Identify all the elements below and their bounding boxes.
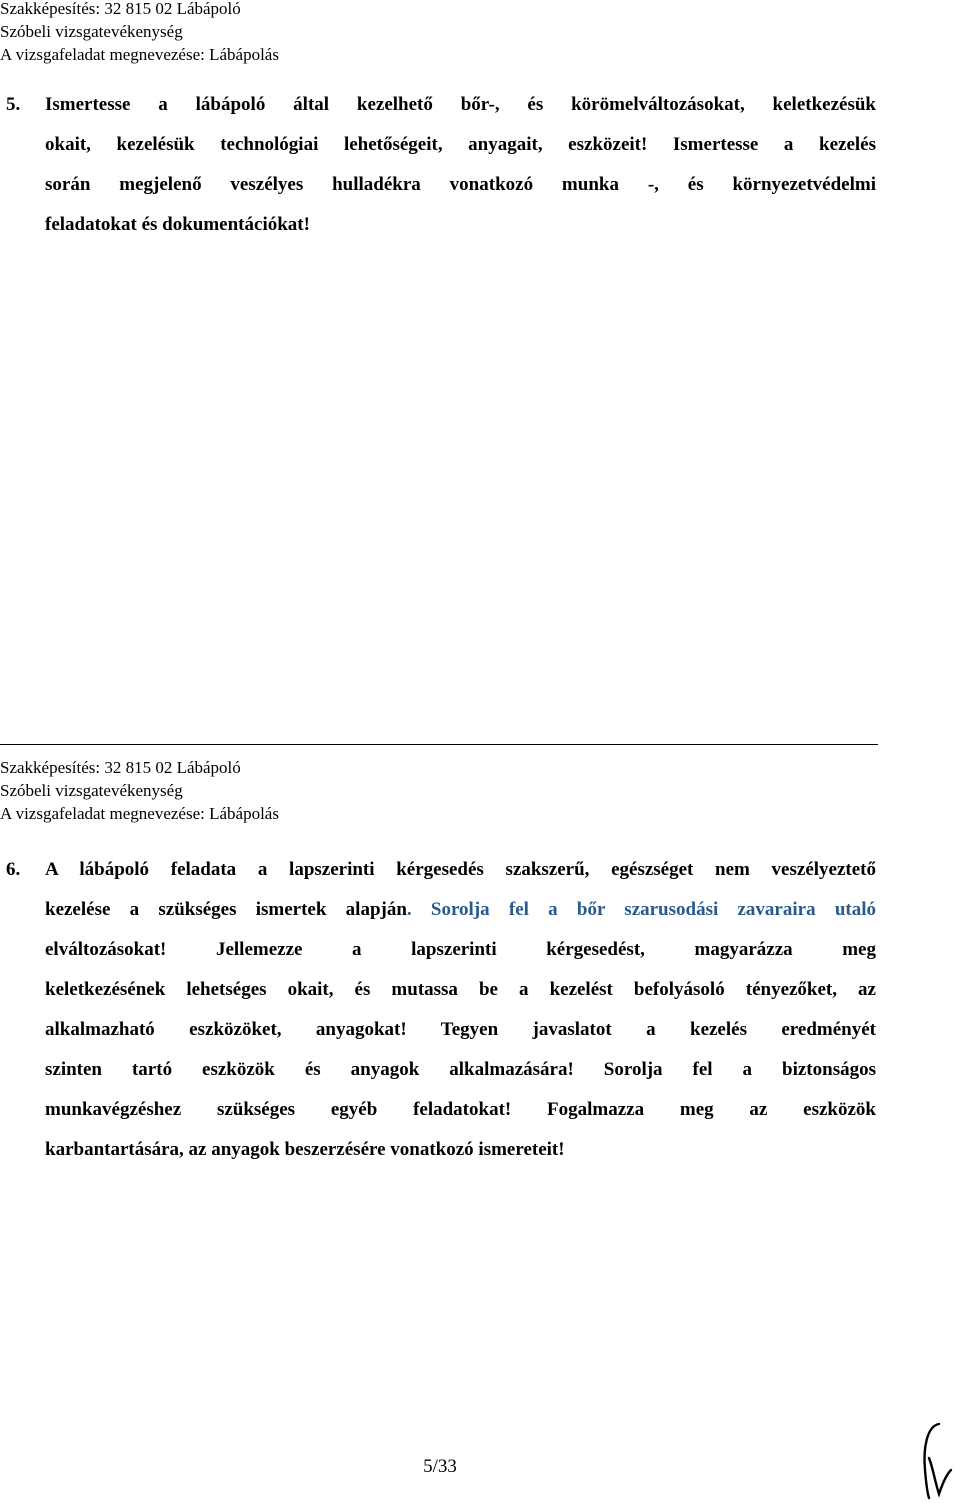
question-line: elváltozásokat! Jellemezze a lapszerinti kérgesedést, magyarázza meg — [45, 939, 876, 960]
header-task-name: A vizsgafeladat megnevezése: Lábápolás — [0, 804, 279, 823]
section-divider — [0, 744, 878, 745]
header-task-name: A vizsgafeladat megnevezése: Lábápolás — [0, 45, 279, 64]
question-5 — [6, 85, 876, 245]
signature-mark — [917, 1418, 957, 1500]
highlighted-sentence: Sorolja fel a bőr szarusodási zavaraira utaló — [411, 899, 876, 920]
question-number: 5. — [6, 94, 21, 115]
question-line: szinten tartó eszközök és anyagok alkalmazására! Sorolja fel a biztonságos — [45, 1059, 876, 1080]
header-activity: Szóbeli vizsgatevékenység — [0, 22, 183, 41]
question-line: karbantartására, az anyagok beszerzésére vonatkozó ismereteit! — [45, 1139, 565, 1160]
question-line: A lábápoló feladata a lapszerinti kérgesedés szakszerű, egészséget nem veszélyeztető — [45, 859, 876, 880]
highlighted-period: . — [406, 899, 412, 920]
question-line: keletkezésének lehetséges okait, és mutassa be a kezelést befolyásoló tényezőket, az — [45, 979, 876, 1000]
question-line: munkavégzéshez szükséges egyéb feladatokat! Fogalmazza meg az eszközök — [45, 1099, 876, 1120]
header-qualification: Szakképesítés: 32 815 02 Lábápoló — [0, 758, 241, 777]
question-line: okait, kezelésük technológiai lehetőségeit, anyagait, eszközeit! Ismertesse a kezelés — [45, 134, 876, 155]
question-line: során megjelenő veszélyes hulladékra vonatkozó munka -, és környezetvédelmi — [45, 174, 876, 195]
question-line: alkalmazható eszközöket, anyagokat! Tegyen javaslatot a kezelés eredményét — [45, 1019, 876, 1040]
question-line — [6, 890, 876, 930]
header-activity: Szóbeli vizsgatevékenység — [0, 781, 183, 800]
question-number: 6. — [6, 859, 21, 880]
question-6 — [6, 850, 876, 1170]
page-number: 5/33 — [423, 1456, 457, 1477]
question-line: Ismertesse a lábápoló által kezelhető bőr-, és körömelváltozásokat, keletkezésük — [45, 94, 876, 115]
question-line: feladatokat és dokumentációkat! — [45, 214, 310, 235]
page-header-bottom — [0, 756, 279, 825]
question-text: kezelése a szükséges ismertek alapján — [45, 899, 407, 920]
header-qualification: Szakképesítés: 32 815 02 Lábápoló — [0, 0, 241, 18]
page-header-top — [0, 0, 279, 66]
